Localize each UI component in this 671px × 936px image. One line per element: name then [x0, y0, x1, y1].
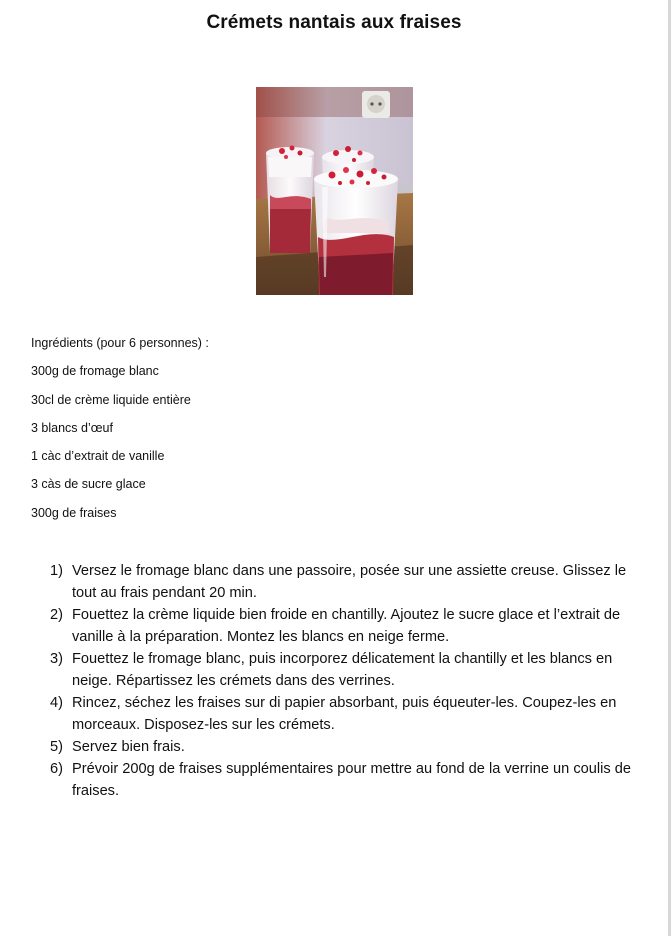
- step-number: 4): [50, 695, 63, 711]
- step-item: [50, 736, 640, 758]
- ingredients-heading: Ingrédients (pour 6 personnes) :: [31, 336, 209, 350]
- step-text: Rincez, séchez les fraises sur di papier absorbant, puis équeuter-les. Coupez-les en morceaux. Disposez-les sur les crémets.: [72, 695, 617, 733]
- photo-icon: [256, 87, 413, 295]
- step-item: [50, 648, 640, 692]
- step-text: Fouettez la crème liquide bien froide en chantilly. Ajoutez le sucre glace et l’extrait de vanille à la préparation. Montez les blancs en neige ferme.: [72, 607, 621, 645]
- step-number: 6): [50, 761, 63, 777]
- step-number: 5): [50, 739, 63, 755]
- step-text: Versez le fromage blanc dans une passoire, posée sur une assiette creuse. Glissez le tout au frais pendant 20 min.: [72, 563, 627, 601]
- ingredients-list: [31, 335, 431, 533]
- ingredient-item: 300g de fromage blanc: [31, 364, 159, 379]
- ingredient-item: 300g de fraises: [31, 505, 117, 520]
- steps-list: [50, 560, 640, 802]
- ingredient-item: 30cl de crème liquide entière: [31, 392, 191, 407]
- dessert-photo: [256, 87, 413, 295]
- step-number: 3): [50, 651, 63, 667]
- step-item: [50, 692, 640, 736]
- step-text: Servez bien frais.: [72, 739, 185, 755]
- step-number: 1): [50, 563, 63, 579]
- step-number: 2): [50, 607, 63, 623]
- step-item: [50, 560, 640, 604]
- step-text: Prévoir 200g de fraises supplémentaires pour mettre au fond de la verrine un coulis de fraises.: [72, 761, 631, 799]
- ingredient-item: 1 càc d’extrait de vanille: [31, 449, 165, 464]
- ingredient-item: 3 càs de sucre glace: [31, 477, 146, 492]
- step-item: [50, 758, 640, 802]
- step-text: Fouettez le fromage blanc, puis incorporez délicatement la chantilly et les blancs en neige. Répartissez les crémets dans des verrines.: [72, 651, 613, 689]
- step-item: [50, 604, 640, 648]
- ingredient-item: 3 blancs d’œuf: [31, 420, 113, 435]
- page-title: Crémets nantais aux fraises: [206, 12, 462, 33]
